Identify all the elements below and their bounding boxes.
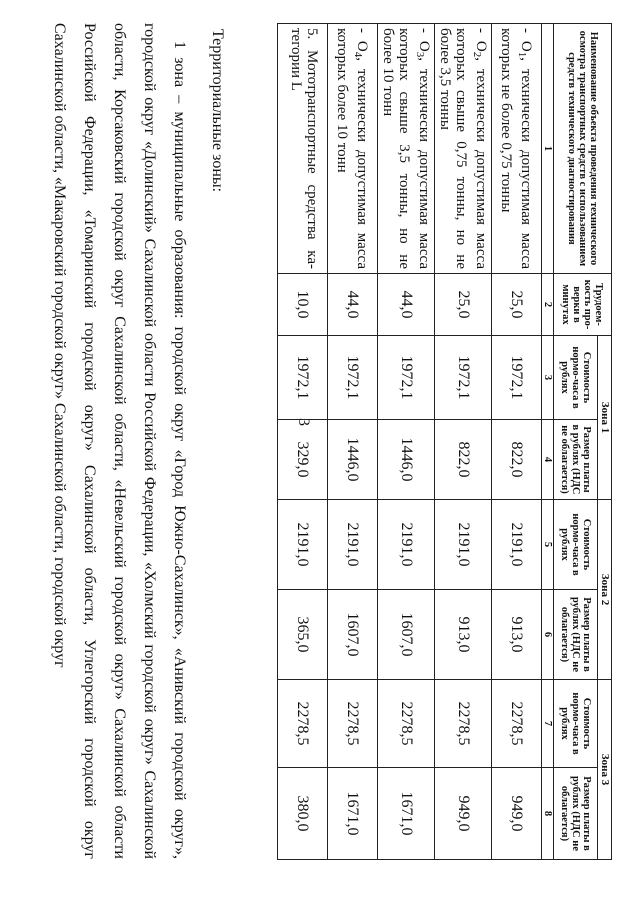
cell-fee-z3: 949,0	[435, 768, 492, 860]
table-row	[328, 24, 378, 860]
column-number: 2	[542, 274, 554, 336]
column-numbers-row	[542, 24, 554, 860]
cell-cost-z3: 2278,5	[278, 680, 328, 768]
cell-fee-z3: 1671,0	[378, 768, 435, 860]
cell-labor: 25,0	[492, 274, 542, 336]
header-fee-z3: Размер платы в рублях (НДС не облагается)	[554, 768, 598, 860]
table-row	[492, 24, 542, 860]
header-object-name: Наименование объекта проведения технического осмотра транспортных средств с использованием средств технического диагностирования	[554, 24, 612, 274]
header-cost-z2: Стоимость нормо-часа в рублях	[554, 500, 598, 590]
column-number: 7	[542, 680, 554, 768]
cell-fee-z1: 329,0	[278, 420, 328, 500]
header-zone-3: Зона 3	[598, 680, 612, 860]
zones-body-text: 1 зона – муниципальные образования: городской округ «Город Южно-Сахалинск», «Анивский городской округ», городской округ «Долинский» Сахалинской области Российской Федерации, «Холмский городской округ» Сахалинской области, Корсаковский городской округ Сахалинской области, «Невельский городской округ» Сахалинской области Российской Федерации, «Томаринский городской округ» Сахалинской области, Углегорский городской округ Сахалинской области, «Макаровский городской округ» Сахалинской области, городской округ	[51, 23, 188, 859]
cell-labor: 10,0	[278, 274, 328, 336]
header-zone-2: Зона 2	[598, 500, 612, 680]
column-number: 1	[542, 24, 554, 274]
column-number: 5	[542, 500, 554, 590]
table-row	[278, 24, 328, 860]
cell-labor: 44,0	[378, 274, 435, 336]
cell-fee-z1: 822,0	[435, 420, 492, 500]
cell-cost-z3: 2278,5	[435, 680, 492, 768]
cell-fee-z2: 1607,0	[328, 590, 378, 680]
cell-labor: 44,0	[328, 274, 378, 336]
row-object-name: - $O_1$, технически допустимая масса которых не более 0,75 тонны	[492, 24, 542, 274]
header-fee-z1: Размер платы в рублях (НДС не облагается)	[554, 420, 598, 500]
cell-fee-z2: 913,0	[492, 590, 542, 680]
cell-cost-z1: 1972,1	[492, 336, 542, 420]
row-object-name: - $O_4$, технически допустимая масса которых более 10 тонн	[328, 24, 378, 274]
cell-fee-z1: 1446,0	[328, 420, 378, 500]
row-object-name: - $O_3$, технически допустимая масса которых свыше 3,5 тонны, но не более 10 тонн	[378, 24, 435, 274]
table-row	[435, 24, 492, 860]
cell-cost-z2: 2191,0	[378, 500, 435, 590]
column-number: 8	[542, 768, 554, 860]
cell-cost-z2: 2191,0	[492, 500, 542, 590]
cell-cost-z3: 2278,5	[378, 680, 435, 768]
cell-cost-z3: 2278,5	[328, 680, 378, 768]
cell-cost-z2: 2191,0	[278, 500, 328, 590]
cell-fee-z3: 949,0	[492, 768, 542, 860]
cell-cost-z1: 1972,1	[328, 336, 378, 420]
cell-fee-z3: 1671,0	[328, 768, 378, 860]
cell-cost-z2: 2191,0	[435, 500, 492, 590]
header-fee-z2: Размер платы в рублях (НДС не облагается)	[554, 590, 598, 680]
cell-fee-z3: 380,0	[278, 768, 328, 860]
cell-fee-z2: 1607,0	[378, 590, 435, 680]
header-cost-z3: Стоимость нормо-часа в рублях	[554, 680, 598, 768]
column-number: 6	[542, 590, 554, 680]
column-number: 3	[542, 336, 554, 420]
cell-cost-z1: 1972,1	[278, 336, 328, 420]
header-cost-z1: Стоимость нормо-часа в рублях	[554, 336, 598, 420]
tariff-table	[277, 23, 612, 860]
page-number: 3	[295, 418, 312, 426]
cell-cost-z1: 1972,1	[435, 336, 492, 420]
zones-title: Территориальные зоны:	[209, 29, 226, 193]
header-zone-1: Зона 1	[598, 336, 612, 500]
cell-cost-z3: 2278,5	[492, 680, 542, 768]
header-labor-minutes: Трудоемкость проверки в минутах	[554, 274, 612, 336]
cell-fee-z1: 1446,0	[378, 420, 435, 500]
cell-cost-z2: 2191,0	[328, 500, 378, 590]
cell-fee-z2: 913,0	[435, 590, 492, 680]
rotated-page-content	[12, 23, 612, 888]
row-object-name: - $O_2$, технически допустимая масса которых свыше 0,75 тонны, но не более 3,5 тонны	[435, 24, 492, 274]
column-number: 4	[542, 420, 554, 500]
cell-fee-z2: 365,0	[278, 590, 328, 680]
table-row	[378, 24, 435, 860]
header-row-zones	[598, 24, 612, 860]
cell-fee-z1: 822,0	[492, 420, 542, 500]
row-object-name: 5. Мототранспортные средства категории L	[278, 24, 328, 274]
cell-cost-z1: 1972,1	[378, 336, 435, 420]
territorial-zones-section	[44, 23, 232, 859]
cell-labor: 25,0	[435, 274, 492, 336]
